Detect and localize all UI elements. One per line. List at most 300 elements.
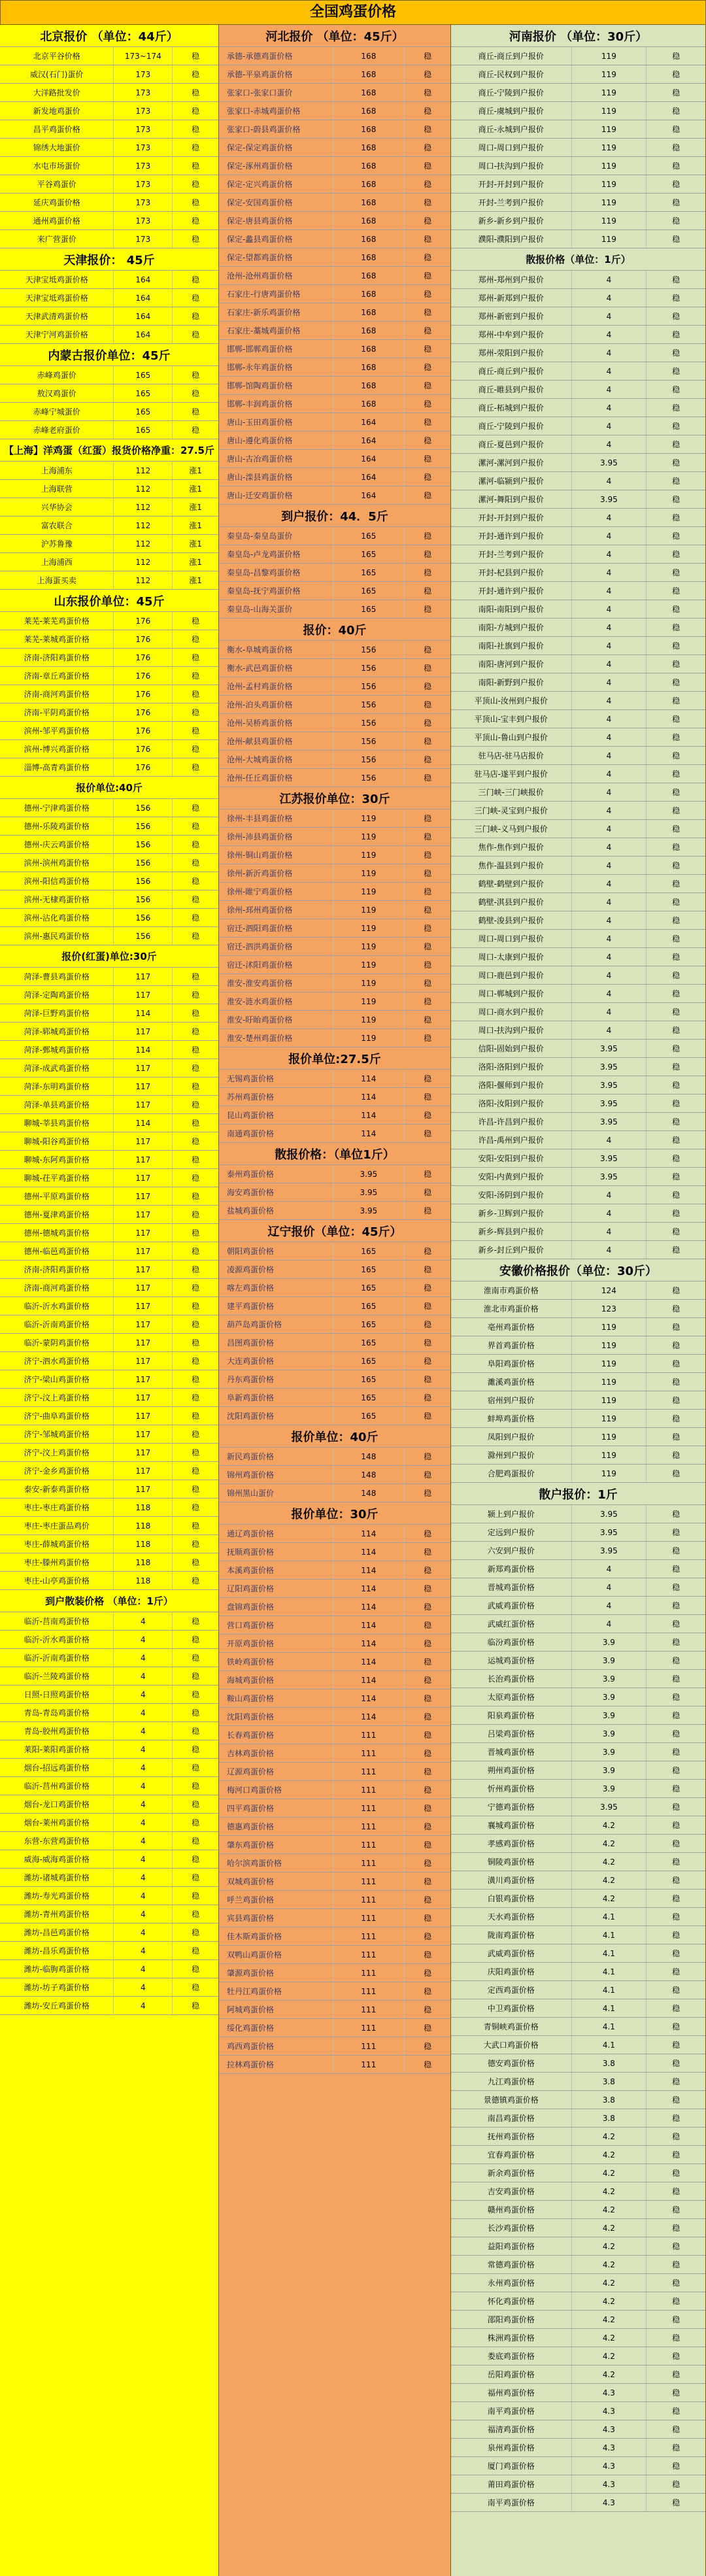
region-name: 白银鸡蛋价格 bbox=[451, 1890, 572, 1907]
price-row bbox=[0, 480, 218, 498]
price-value: 114 bbox=[333, 1708, 405, 1725]
price-row bbox=[0, 1261, 218, 1279]
price-value: 176 bbox=[114, 722, 173, 739]
price-value: 4.2 bbox=[572, 2274, 647, 2292]
price-value: 117 bbox=[114, 1096, 173, 1113]
trend-label: 稳 bbox=[672, 2407, 681, 2416]
region-name: 滁州到户报价 bbox=[451, 1446, 572, 1464]
price-row bbox=[219, 175, 450, 194]
price-row bbox=[0, 1224, 218, 1242]
trend-label: 稳 bbox=[672, 1583, 681, 1592]
region-name: 菏泽-定陶鸡蛋价格 bbox=[0, 986, 114, 1004]
price-value: 168 bbox=[333, 322, 405, 339]
region-name: 济南-平阴鸡蛋价格 bbox=[0, 703, 114, 721]
trend-label: 稳 bbox=[672, 678, 681, 687]
trend-label: 稳 bbox=[192, 1837, 200, 1846]
region-name: 益阳鸡蛋价格 bbox=[451, 2237, 572, 2255]
price-row bbox=[451, 1542, 705, 1560]
price-row bbox=[0, 1795, 218, 1814]
section-header: 内蒙古报价单位：45斤 bbox=[0, 344, 218, 366]
trend-label: 稳 bbox=[424, 1895, 432, 1905]
price-row bbox=[451, 362, 705, 381]
price-row bbox=[219, 303, 450, 322]
region-name: 秦皇岛-昌黎鸡蛋价格 bbox=[219, 564, 333, 581]
region-name: 蚌埠鸡蛋价格 bbox=[451, 1410, 572, 1427]
price-value: 156 bbox=[114, 799, 173, 817]
price-row bbox=[451, 2311, 705, 2329]
region-name: 天津宝坻鸡蛋价格 bbox=[0, 271, 114, 288]
section-header: 北京报价 （单位：44斤） bbox=[0, 25, 218, 47]
region-name: 通州鸡蛋价格 bbox=[0, 212, 114, 229]
price-value: 165 bbox=[333, 1297, 405, 1315]
price-value: 111 bbox=[333, 1927, 405, 1945]
region-name: 济宁-曲阜鸡蛋价格 bbox=[0, 1407, 114, 1425]
price-row bbox=[0, 1667, 218, 1686]
price-value: 117 bbox=[114, 1370, 173, 1388]
region-name: 沈阳鸡蛋价格 bbox=[219, 1407, 333, 1425]
price-value: 118 bbox=[114, 1517, 173, 1534]
price-row bbox=[451, 381, 705, 399]
section-header: 报价(红蛋)单位:30斤 bbox=[0, 945, 218, 968]
price-value: 4.1 bbox=[572, 1944, 647, 1962]
price-row bbox=[451, 1040, 705, 1058]
trend-label: 稳 bbox=[672, 1378, 681, 1387]
trend-label: 稳 bbox=[672, 696, 681, 705]
price-row bbox=[219, 230, 450, 248]
trend-label: 稳 bbox=[672, 916, 681, 925]
price-value: 165 bbox=[114, 384, 173, 402]
price-value: 3.95 bbox=[572, 1076, 647, 1094]
region-name: 临沂-莒南鸡蛋价格 bbox=[0, 1612, 114, 1630]
region-name: 赤峰老府蛋价 bbox=[0, 421, 114, 439]
trend-label: 稳 bbox=[424, 1170, 432, 1179]
price-row bbox=[0, 685, 218, 703]
trend-label: 稳 bbox=[192, 371, 200, 380]
price-value: 4 bbox=[572, 893, 647, 911]
price-value: 3.9 bbox=[572, 1743, 647, 1761]
price-value: 112 bbox=[114, 535, 173, 552]
trend-label: 稳 bbox=[424, 271, 432, 280]
region-name: 南阳-新野到户报价 bbox=[451, 673, 572, 691]
region-name: 周口-周口到户报价 bbox=[451, 930, 572, 947]
price-value: 4 bbox=[572, 1241, 647, 1259]
region-name: 三门峡-三门峡报价 bbox=[451, 783, 572, 801]
trend-label: 稳 bbox=[192, 1891, 200, 1901]
price-value: 111 bbox=[333, 1763, 405, 1780]
trend-label: 稳 bbox=[672, 1451, 681, 1460]
price-value: 176 bbox=[114, 703, 173, 721]
price-row bbox=[0, 84, 218, 102]
region-name: 沧州-泊头鸡蛋价格 bbox=[219, 696, 333, 713]
trend-label: 稳 bbox=[424, 1932, 432, 1941]
price-row bbox=[0, 1722, 218, 1740]
price-value: 165 bbox=[333, 1279, 405, 1296]
section-header: 报价单位:27.5斤 bbox=[219, 1047, 450, 1070]
price-value: 114 bbox=[333, 1653, 405, 1670]
trend-label: 稳 bbox=[192, 1727, 200, 1736]
price-row bbox=[0, 667, 218, 685]
price-row bbox=[219, 582, 450, 600]
column-north bbox=[0, 25, 219, 2576]
region-name: 新乡-辉县到户报价 bbox=[451, 1223, 572, 1240]
price-row bbox=[219, 1635, 450, 1653]
region-name: 阜新鸡蛋价格 bbox=[219, 1389, 333, 1406]
trend-label: 稳 bbox=[672, 934, 681, 943]
region-name: 菏泽-郓城鸡蛋价格 bbox=[0, 1023, 114, 1040]
region-name: 德州-宁津鸡蛋价格 bbox=[0, 799, 114, 817]
trend-label: 稳 bbox=[672, 605, 681, 614]
price-value: 119 bbox=[572, 1336, 647, 1354]
region-name: 南阳-社旗到户报价 bbox=[451, 637, 572, 654]
region-name: 邵阳鸡蛋价格 bbox=[451, 2311, 572, 2328]
price-value: 168 bbox=[333, 139, 405, 156]
price-row bbox=[451, 637, 705, 655]
trend-label: 稳 bbox=[672, 1967, 681, 1976]
region-name: 庆阳鸡蛋价格 bbox=[451, 1963, 572, 1980]
price-value: 4 bbox=[114, 1905, 173, 1923]
trend-label: 稳 bbox=[672, 1062, 681, 1072]
price-value: 4 bbox=[572, 783, 647, 801]
price-row bbox=[0, 836, 218, 854]
price-row bbox=[219, 732, 450, 751]
price-row bbox=[219, 1763, 450, 1781]
price-value: 117 bbox=[114, 1462, 173, 1480]
region-name: 聊城-莘县鸡蛋价格 bbox=[0, 1114, 114, 1132]
trend-label: 稳 bbox=[672, 143, 681, 152]
price-value: 165 bbox=[333, 1389, 405, 1406]
trend-label: 涨1 bbox=[189, 539, 202, 549]
price-row bbox=[0, 1499, 218, 1517]
trend-label: 稳 bbox=[672, 477, 681, 486]
region-name: 焦作-温县到户报价 bbox=[451, 856, 572, 874]
region-name: 昌平鸡蛋价格 bbox=[0, 120, 114, 138]
price-row bbox=[451, 1428, 705, 1446]
price-value: 4 bbox=[572, 930, 647, 947]
trend-label: 稳 bbox=[424, 568, 432, 577]
trend-label: 稳 bbox=[672, 367, 681, 376]
price-row bbox=[219, 1689, 450, 1708]
region-name: 临沂-蒙阴鸡蛋价格 bbox=[0, 1334, 114, 1351]
trend-label: 稳 bbox=[424, 719, 432, 728]
price-value: 165 bbox=[333, 545, 405, 563]
price-row bbox=[451, 454, 705, 472]
region-name: 保定-定兴鸡蛋价格 bbox=[219, 175, 333, 193]
price-row bbox=[0, 1370, 218, 1389]
price-row bbox=[451, 619, 705, 637]
price-row bbox=[451, 1926, 705, 1944]
region-name: 铁岭鸡蛋价格 bbox=[219, 1653, 333, 1670]
trend-label: 稳 bbox=[424, 125, 432, 134]
region-name: 菏泽-东明鸡蛋价格 bbox=[0, 1077, 114, 1095]
price-value: 119 bbox=[333, 992, 405, 1010]
region-name: 驻马店-遂平到户报价 bbox=[451, 765, 572, 783]
price-value: 114 bbox=[333, 1106, 405, 1124]
price-value: 4.2 bbox=[572, 2219, 647, 2237]
trend-label: 稳 bbox=[192, 858, 200, 868]
price-row bbox=[451, 1131, 705, 1149]
region-name: 漯河-舞阳到户报价 bbox=[451, 490, 572, 508]
price-row bbox=[219, 864, 450, 883]
price-row bbox=[451, 271, 705, 289]
region-name: 烟台-招远鸡蛋价格 bbox=[0, 1759, 114, 1776]
trend-label: 稳 bbox=[424, 979, 432, 988]
trend-label: 稳 bbox=[424, 491, 432, 500]
price-row bbox=[451, 911, 705, 930]
price-value: 148 bbox=[333, 1484, 405, 1502]
price-row bbox=[0, 890, 218, 909]
price-value: 4 bbox=[572, 1578, 647, 1596]
price-value: 156 bbox=[333, 696, 405, 713]
trend-label: 稳 bbox=[672, 1638, 681, 1647]
trend-label: 稳 bbox=[672, 161, 681, 171]
price-row bbox=[451, 838, 705, 856]
price-row bbox=[451, 1670, 705, 1688]
trend-label: 稳 bbox=[192, 52, 200, 61]
region-name: 许昌-许昌到户报价 bbox=[451, 1113, 572, 1130]
price-row bbox=[451, 1168, 705, 1186]
price-row bbox=[0, 1352, 218, 1370]
price-row bbox=[451, 157, 705, 175]
region-name: 莱芜-莱芜鸡蛋价格 bbox=[0, 612, 114, 630]
region-name: 安阳-汤阴到户报价 bbox=[451, 1186, 572, 1204]
region-name: 新郑鸡蛋价格 bbox=[451, 1560, 572, 1578]
trend-label: 稳 bbox=[424, 70, 432, 79]
region-name: 厦门鸡蛋价格 bbox=[451, 2457, 572, 2475]
region-name: 海城鸡蛋价格 bbox=[219, 1671, 333, 1689]
price-row bbox=[0, 1206, 218, 1224]
price-row bbox=[219, 527, 450, 545]
region-name: 长春鸡蛋价格 bbox=[219, 1726, 333, 1744]
price-row bbox=[0, 1315, 218, 1334]
trend-label: 稳 bbox=[424, 1749, 432, 1758]
price-row bbox=[219, 2019, 450, 2037]
price-value: 4.2 bbox=[572, 2146, 647, 2163]
region-name: 秦皇岛-山海关蛋价 bbox=[219, 600, 333, 618]
price-row bbox=[219, 1088, 450, 1106]
price-value: 119 bbox=[333, 864, 405, 882]
price-value: 165 bbox=[114, 421, 173, 439]
price-value: 117 bbox=[114, 1206, 173, 1223]
region-name: 宿迁-泗阳鸡蛋价格 bbox=[219, 919, 333, 937]
price-row bbox=[0, 212, 218, 230]
section-header: 报价单位：30斤 bbox=[219, 1502, 450, 1525]
trend-label: 稳 bbox=[192, 804, 200, 813]
trend-label: 稳 bbox=[192, 330, 200, 339]
price-row bbox=[0, 384, 218, 403]
region-name: 鞍山鸡蛋价格 bbox=[219, 1689, 333, 1707]
trend-label: 涨1 bbox=[189, 484, 202, 494]
trend-label: 稳 bbox=[424, 1694, 432, 1703]
price-row bbox=[451, 1578, 705, 1597]
region-name: 双城鸡蛋价格 bbox=[219, 1873, 333, 1890]
trend-label: 稳 bbox=[424, 605, 432, 614]
price-row bbox=[451, 1446, 705, 1465]
trend-label: 稳 bbox=[192, 822, 200, 831]
price-row bbox=[219, 1653, 450, 1671]
price-row bbox=[219, 1029, 450, 1047]
price-value: 3.95 bbox=[572, 1094, 647, 1112]
region-name: 常德鸡蛋价格 bbox=[451, 2256, 572, 2273]
price-value: 4 bbox=[114, 1740, 173, 1758]
price-row bbox=[219, 1448, 450, 1466]
trend-label: 稳 bbox=[672, 1986, 681, 1995]
price-value: 117 bbox=[114, 1169, 173, 1187]
price-row bbox=[0, 703, 218, 722]
trend-label: 稳 bbox=[192, 107, 200, 116]
price-value: 4 bbox=[572, 948, 647, 966]
region-name: 潍坊-坊子鸡蛋价格 bbox=[0, 1978, 114, 1996]
price-value: 119 bbox=[572, 1410, 647, 1427]
trend-label: 稳 bbox=[192, 1983, 200, 1992]
region-name: 吉林鸡蛋价格 bbox=[219, 1744, 333, 1762]
trend-label: 稳 bbox=[192, 1100, 200, 1110]
region-name: 开封-通许到户报价 bbox=[451, 527, 572, 545]
trend-label: 稳 bbox=[672, 2132, 681, 2141]
trend-label: 稳 bbox=[672, 2370, 681, 2379]
region-name: 南昌鸡蛋价格 bbox=[451, 2109, 572, 2127]
region-name: 肇源鸡蛋价格 bbox=[219, 1964, 333, 1982]
price-value: 119 bbox=[572, 102, 647, 120]
trend-label: 稳 bbox=[192, 1320, 200, 1329]
price-row bbox=[0, 1407, 218, 1425]
price-row bbox=[0, 1462, 218, 1480]
trend-label: 稳 bbox=[192, 407, 200, 416]
region-name: 本溪鸡蛋价格 bbox=[219, 1561, 333, 1579]
price-row bbox=[219, 883, 450, 901]
price-row bbox=[219, 1598, 450, 1616]
price-value: 4 bbox=[572, 545, 647, 563]
region-name: 石家庄-新乐鸡蛋价格 bbox=[219, 303, 333, 321]
trend-label: 涨1 bbox=[189, 466, 202, 475]
price-row bbox=[219, 2037, 450, 2056]
trend-label: 稳 bbox=[424, 832, 432, 841]
price-value: 112 bbox=[114, 480, 173, 498]
trend-label: 稳 bbox=[192, 653, 200, 662]
price-value: 173 bbox=[114, 84, 173, 101]
price-value: 111 bbox=[333, 2037, 405, 2055]
price-row bbox=[219, 468, 450, 486]
trend-label: 稳 bbox=[192, 1965, 200, 1974]
price-row bbox=[0, 1814, 218, 1832]
trend-label: 稳 bbox=[672, 2388, 681, 2398]
price-row bbox=[219, 194, 450, 212]
price-value: 4.2 bbox=[572, 1835, 647, 1852]
price-value: 117 bbox=[114, 1389, 173, 1406]
trend-label: 稳 bbox=[192, 1690, 200, 1699]
price-row bbox=[0, 1023, 218, 1041]
price-value: 4 bbox=[114, 1924, 173, 1941]
price-value: 119 bbox=[333, 809, 405, 827]
region-name: 牡丹江鸡蛋价格 bbox=[219, 1982, 333, 2000]
region-name: 大洋路批发价 bbox=[0, 84, 114, 101]
trend-label: 稳 bbox=[672, 1729, 681, 1738]
price-value: 4.3 bbox=[572, 2494, 647, 2511]
region-name: 济宁-泗水鸡蛋价格 bbox=[0, 1352, 114, 1370]
trend-label: 稳 bbox=[672, 1099, 681, 1108]
price-value: 165 bbox=[333, 1261, 405, 1278]
price-value: 4 bbox=[114, 1850, 173, 1868]
region-name: 德州-夏津鸡蛋价格 bbox=[0, 1206, 114, 1223]
price-row bbox=[0, 1535, 218, 1553]
price-value: 114 bbox=[333, 1689, 405, 1707]
price-value: 3.95 bbox=[572, 1040, 647, 1057]
price-value: 119 bbox=[572, 194, 647, 211]
price-row bbox=[0, 1704, 218, 1722]
region-name: 中卫鸡蛋价格 bbox=[451, 1999, 572, 2017]
trend-label: 稳 bbox=[672, 180, 681, 189]
price-row bbox=[451, 1003, 705, 1021]
trend-label: 稳 bbox=[424, 814, 432, 823]
region-name: 洛阳-洛阳到户报价 bbox=[451, 1058, 572, 1076]
price-row bbox=[219, 1297, 450, 1315]
region-name: 盐城鸡蛋价格 bbox=[219, 1202, 333, 1219]
region-name: 周口-太康到户报价 bbox=[451, 948, 572, 966]
region-name: 许昌-禹州到户报价 bbox=[451, 1131, 572, 1149]
price-row bbox=[0, 271, 218, 289]
region-name: 大武口鸡蛋价格 bbox=[451, 2036, 572, 2054]
trend-label: 稳 bbox=[424, 550, 432, 559]
price-row bbox=[0, 1832, 218, 1850]
trend-label: 稳 bbox=[424, 1767, 432, 1776]
price-value: 4 bbox=[572, 637, 647, 654]
region-name: 开封-兰考到户报价 bbox=[451, 545, 572, 563]
region-name: 吕梁鸡蛋价格 bbox=[451, 1725, 572, 1742]
trend-label: 稳 bbox=[192, 1412, 200, 1421]
price-value: 117 bbox=[114, 1077, 173, 1095]
price-row bbox=[219, 102, 450, 120]
price-value: 168 bbox=[333, 194, 405, 211]
price-value: 4.1 bbox=[572, 1926, 647, 1944]
trend-label: 稳 bbox=[672, 641, 681, 651]
region-name: 济宁-金乡鸡蛋价格 bbox=[0, 1462, 114, 1480]
price-value: 4 bbox=[572, 527, 647, 545]
price-value: 111 bbox=[333, 1781, 405, 1799]
trend-label: 稳 bbox=[424, 107, 432, 116]
price-value: 4 bbox=[572, 381, 647, 398]
price-row bbox=[0, 102, 218, 120]
price-value: 4 bbox=[572, 417, 647, 435]
trend-label: 稳 bbox=[424, 399, 432, 409]
price-value: 4 bbox=[114, 1667, 173, 1685]
price-value: 117 bbox=[114, 1059, 173, 1077]
price-row bbox=[219, 828, 450, 846]
region-name: 濉溪鸡蛋价格 bbox=[451, 1373, 572, 1391]
trend-label: 稳 bbox=[192, 877, 200, 886]
region-name: 开原鸡蛋价格 bbox=[219, 1635, 333, 1652]
section-header: 到户报价：44．5斤 bbox=[219, 505, 450, 527]
price-row bbox=[451, 692, 705, 710]
price-value: 168 bbox=[333, 175, 405, 193]
region-name: 淮北市鸡蛋价格 bbox=[451, 1300, 572, 1317]
price-row bbox=[451, 344, 705, 362]
trend-label: 稳 bbox=[192, 235, 200, 244]
trend-label: 稳 bbox=[192, 1708, 200, 1718]
price-value: 3.95 bbox=[572, 490, 647, 508]
price-value: 111 bbox=[333, 1946, 405, 1963]
price-value: 3.8 bbox=[572, 2091, 647, 2109]
price-value: 3.8 bbox=[572, 2109, 647, 2127]
region-name: 承德-平泉鸡蛋价格 bbox=[219, 65, 333, 83]
price-value: 119 bbox=[572, 1318, 647, 1336]
price-row bbox=[219, 1242, 450, 1261]
region-name: 周口-周口到户报价 bbox=[451, 139, 572, 156]
price-row bbox=[451, 1688, 705, 1706]
trend-label: 稳 bbox=[192, 294, 200, 303]
region-name: 平顶山-汝州到户报价 bbox=[451, 692, 572, 709]
region-name: 锦州黑山蛋价 bbox=[219, 1484, 333, 1502]
trend-label: 稳 bbox=[672, 879, 681, 889]
trend-label: 稳 bbox=[672, 2462, 681, 2471]
